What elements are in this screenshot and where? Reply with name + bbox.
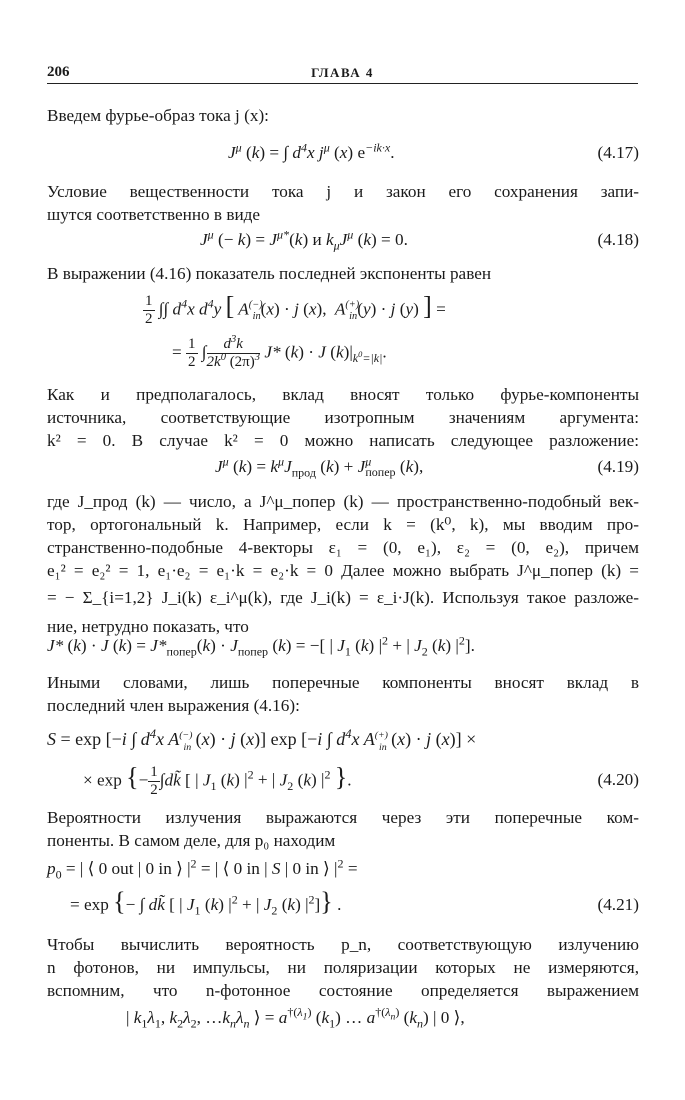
equation-4-18: $J^\mu$ (− $k) = J^{\mu*}(k)$ и $k_\mu J^\mu$ (k) = 0.: [200, 227, 408, 253]
page-header: [47, 61, 638, 84]
paragraph-decomposition: где J_прод (k) — число, а J^μ_попер (k) — пространственно-подобный век- тор, ортогональный k. Например, если k = (k⁰, k), мы вводим про- странственно-подобные 4-векторы ε₁ = (0, e₁), ε₂ = (0, e₂), причем e₁² = e₂² = 1, e₁·e₂ = e₁·k = e₂·k = 0 Далее можно выбрать J^μ_попер (k) = = − Σ_{i=1,2} J_i(k) ε_i^μ(k), где J_i(k) = ε_i·J(k). Используя такое разложе- ние, нетрудно показать, что: [47, 492, 639, 636]
page-number: 206: [47, 64, 70, 80]
paragraph-probabilities: Вероятности излучения выражаются через эти поперечные ком- поненты. В самом деле, для p₀ находим: [47, 808, 639, 850]
equation-exponent-line2: = $\frac{1}{2}$ ∫ $\frac{d^3k}{2k^0 (2\pi)^3}$ J* (k) · J $(k)|_{k^0=|k|}$.: [172, 334, 387, 370]
equation-4-19: $J^\mu$ $(k) = k^\mu J_{прод}$ $(k) + J^\mu_{попер}$ (k),: [215, 454, 424, 480]
equation-4-21-line1: $p_0$ = | ⟨ 0 out | 0 in ⟩ $|^2$ = | ⟨ 0 in | S | 0 in ⟩ $|^2$ =: [47, 856, 358, 882]
equation-number: (4.18): [597, 230, 639, 249]
equation-exponent-line1: $\frac{1}{2}$ ∫∫ $d^4x$ $d^4y$ [ $A^{(-)}_{in}(x) \cdot j$ (x), $A^{(+)}_{in}(y) \cdot j$ (y) ] =: [145, 291, 446, 327]
paragraph-intro: Введем фурье-образ тока j (x):: [47, 106, 269, 125]
chapter-title: ГЛАВА 4: [311, 65, 374, 80]
paragraph-reality: Условие вещественности тока j и закон его сохранения запи- шутся соответственно в виде: [47, 182, 639, 224]
equation-4-20-line1: S = exp [−i ∫ $d^4x$ $A^{(-)}_{in}$ (x) · j (x)] exp [−i ∫ $d^4x$ $A^{(+)}_{in}$ (x) · j (x)] ×: [47, 727, 477, 753]
paragraph-n-photon: Чтобы вычислить вероятность p_n, соответствующую излучению n фотонов, ни импульсы, ни поляризации которых не измеряются, вспомним, что n-фотонное состояние определяется выражением: [47, 935, 639, 1000]
paragraph-fourier: Как и предполагалось, вклад вносят только фурье-компоненты источника, соответствующие изотропным значениям аргумента: k² = 0. В случае k² = 0 можно написать следующее разложение:: [47, 385, 639, 450]
equation-number: (4.19): [597, 457, 639, 476]
equation-transverse-product: J* (k) · J $(k) = J*_{попер}(k) \cdot J_{попер}$ (k) = −[ | $J_1$ (k) $|^2$ + | $J_2$ (k) $|^2$].: [47, 633, 475, 659]
equation-4-20-line2: × exp {− $\frac{1}{2}$ ∫dk̃ [ | $J_1$ (k) $|^2$ + | $J_2$ (k) $|^2$ }.: [83, 762, 352, 798]
equation-number: (4.21): [597, 895, 639, 914]
equation-number: (4.20): [597, 770, 639, 789]
equation-4-21-line2: = exp {− ∫ dk̃ [ | $J_1$ (k) $|^2$ + | $J_2$ (k) $|^2$]} .: [70, 887, 342, 918]
equation-n-photon-state: | $k_1\lambda_1$, $k_2\lambda_2$, $\dots k_n\lambda_n$ ⟩ = $a^{\dagger(\lambda_1)}$ $(k_1)$ … $a^{\dagger(\lambda_n)}$ $(k_n)$ | 0 ⟩,: [126, 1005, 465, 1031]
paragraph-transverse: Иными словами, лишь поперечные компоненты вносят вклад в последний член выражения (4.16):: [47, 673, 639, 715]
paragraph-exponent: В выражении (4.16) показатель последней экспоненты равен: [47, 264, 492, 283]
equation-4-17: $J^\mu$ (k) = ∫ $d^4x$ $j^\mu$ (x) $e^{-ik\cdot x}$.: [228, 140, 395, 162]
equation-number: (4.17): [597, 143, 639, 162]
